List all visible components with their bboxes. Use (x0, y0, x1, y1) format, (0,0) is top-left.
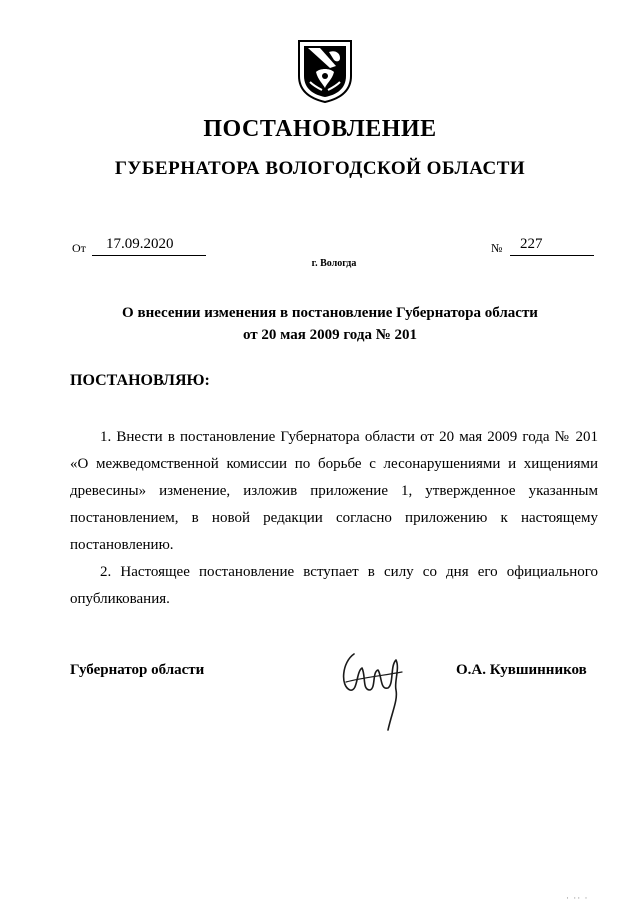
signer-name: О.А. Кувшинников (456, 662, 587, 678)
subject-line: О внесении изменения в постановление Губернатора области (122, 305, 538, 321)
subject-line: от 20 мая 2009 года № 201 (242, 327, 418, 343)
document-subject (60, 302, 600, 346)
coat-of-arms-icon (296, 38, 354, 104)
number-label: № (491, 241, 503, 255)
date-label: От (72, 241, 86, 255)
decree-word: ПОСТАНОВЛЯЮ: (70, 372, 210, 389)
document-number: 227 (510, 236, 594, 256)
paragraph: 2. Настоящее постановление вступает в силу со дня его официального опубликования. (70, 564, 598, 607)
document-date: 17.09.2020 (92, 236, 206, 256)
document-title: ПОСТАНОВЛЕНИЕ (203, 116, 437, 142)
document-body (70, 424, 598, 613)
paragraph: 1. Внести в постановление Губернатора области от 20 мая 2009 года № 201 «О межведомственной комиссии по борьбе с лесонарушениями и хищениями древесины» изменение, изложив приложение 1, утвержденное указанным постановлением, в новой редакции согласно приложению к настоящему постановлению. (70, 429, 598, 553)
signature-mark (336, 642, 416, 732)
city-label: г. Вологда (311, 258, 357, 269)
footer-marks: · ·· · (566, 893, 589, 903)
signer-title: Губернатор области (70, 662, 205, 678)
document-subtitle: ГУБЕРНАТОРА ВОЛОГОДСКОЙ ОБЛАСТИ (114, 158, 526, 179)
